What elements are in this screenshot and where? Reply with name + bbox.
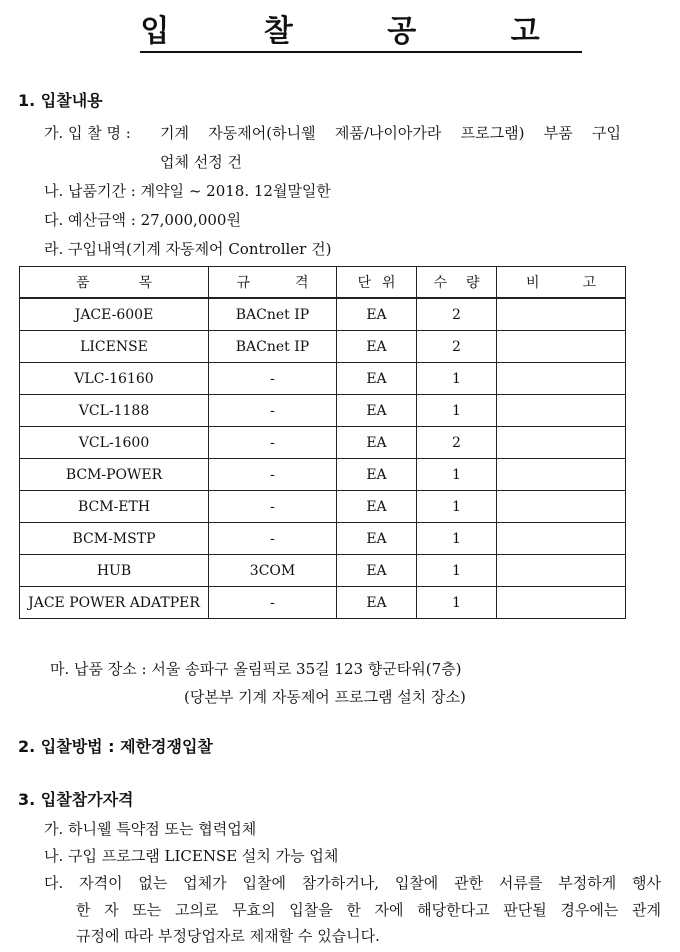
qual-na: 나. 구입 프로그램 LICENSE 설치 가능 업체 [44, 847, 339, 865]
cell-remarks [497, 395, 626, 427]
cell-remarks [497, 555, 626, 587]
cell-item: VCL-1600 [20, 427, 209, 459]
cell-remarks [497, 523, 626, 555]
item-na: 나. 납품기간 : 계약일 ~ 2018. 12월말일한 [44, 182, 331, 200]
table-row [20, 523, 626, 555]
cell-spec: - [209, 491, 337, 523]
header-remarks: 비 고 [497, 267, 626, 299]
cell-item: LICENSE [20, 331, 209, 363]
cell-spec: BACnet IP [209, 331, 337, 363]
cell-unit: EA [337, 555, 417, 587]
table-row [20, 298, 626, 331]
cell-remarks [497, 491, 626, 523]
cell-item: VCL-1188 [20, 395, 209, 427]
cell-spec: - [209, 427, 337, 459]
table-header-row [20, 267, 626, 299]
cell-spec: - [209, 459, 337, 491]
item-ga-line2: 업체 선정 건 [160, 153, 242, 171]
cell-spec: - [209, 363, 337, 395]
table-row [20, 491, 626, 523]
qual-da-line1: 다. 자격이 없는 업체가 입찰에 참가하거나, 입찰에 관한 서류를 부정하게 행사 [44, 874, 661, 892]
cell-remarks [497, 427, 626, 459]
cell-qty: 1 [417, 555, 497, 587]
section-1-heading: 1. 입찰내용 [18, 91, 103, 110]
cell-qty: 1 [417, 587, 497, 619]
table-row [20, 395, 626, 427]
header-item: 품 목 [20, 267, 209, 299]
item-ra: 라. 구입내역(기계 자동제어 Controller 건) [44, 240, 332, 258]
item-da: 다. 예산금액 : 27,000,000원 [44, 211, 241, 229]
item-ga-prefix: 가. 입 찰 명 : [44, 124, 131, 142]
cell-qty: 1 [417, 523, 497, 555]
purchase-items-table [19, 266, 626, 619]
cell-remarks [497, 363, 626, 395]
table-row [20, 587, 626, 619]
cell-remarks [497, 459, 626, 491]
cell-unit: EA [337, 298, 417, 331]
table-row [20, 363, 626, 395]
cell-unit: EA [337, 459, 417, 491]
cell-spec: - [209, 523, 337, 555]
cell-unit: EA [337, 587, 417, 619]
page-title-text: 입 찰 공 고 [140, 14, 581, 53]
cell-unit: EA [337, 363, 417, 395]
cell-qty: 1 [417, 363, 497, 395]
header-unit: 단 위 [337, 267, 417, 299]
cell-spec: 3COM [209, 555, 337, 587]
item-ga-line1: 기계 자동제어(하니웰 제품/나이아가라 프로그램) 부품 구입 [160, 124, 621, 142]
header-qty: 수 량 [417, 267, 497, 299]
cell-spec: - [209, 395, 337, 427]
cell-spec: BACnet IP [209, 298, 337, 331]
table-row [20, 427, 626, 459]
cell-remarks [497, 331, 626, 363]
cell-item: BCM-MSTP [20, 523, 209, 555]
cell-item: BCM-ETH [20, 491, 209, 523]
cell-qty: 1 [417, 491, 497, 523]
section-3-heading: 3. 입찰참가자격 [18, 790, 134, 809]
qual-da-line2: 한 자 또는 고의로 무효의 입찰을 한 자에 해당한다고 판단될 경우에는 관계 [76, 901, 661, 919]
page-title [0, 14, 680, 54]
cell-unit: EA [337, 523, 417, 555]
table-row [20, 459, 626, 491]
cell-item: BCM-POWER [20, 459, 209, 491]
cell-unit: EA [337, 395, 417, 427]
cell-unit: EA [337, 491, 417, 523]
qual-da-line3: 규정에 따라 부정당업자로 제재할 수 있습니다. [76, 927, 380, 945]
cell-qty: 1 [417, 395, 497, 427]
qual-ga: 가. 하니웰 특약점 또는 협력업체 [44, 820, 257, 838]
cell-remarks [497, 587, 626, 619]
cell-unit: EA [337, 427, 417, 459]
cell-spec: - [209, 587, 337, 619]
cell-item: VLC-16160 [20, 363, 209, 395]
cell-remarks [497, 298, 626, 331]
cell-qty: 2 [417, 331, 497, 363]
cell-qty: 2 [417, 427, 497, 459]
cell-qty: 2 [417, 298, 497, 331]
item-ma-line2: (당본부 기계 자동제어 프로그램 설치 장소) [184, 688, 466, 706]
section-2-heading: 2. 입찰방법 : 제한경쟁입찰 [18, 737, 213, 756]
table-row [20, 555, 626, 587]
cell-item: JACE-600E [20, 298, 209, 331]
cell-qty: 1 [417, 459, 497, 491]
cell-item: JACE POWER ADATPER [20, 587, 209, 619]
header-spec: 규 격 [209, 267, 337, 299]
item-ma-line1: 마. 납품 장소 : 서울 송파구 올림픽로 35길 123 향군타워(7층) [50, 660, 462, 678]
cell-item: HUB [20, 555, 209, 587]
table-row [20, 331, 626, 363]
cell-unit: EA [337, 331, 417, 363]
